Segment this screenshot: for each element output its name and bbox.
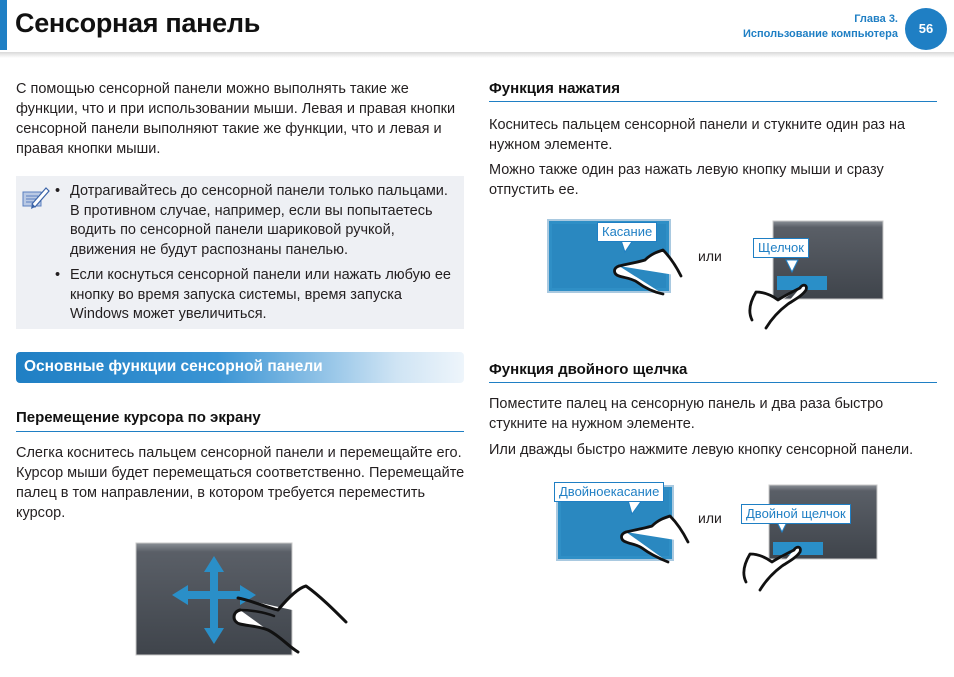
double-click-illustration [736,484,886,594]
note-item [54,182,459,260]
cursor-move-heading: Перемещение курсора по экрану [16,409,261,426]
or-label: или [698,248,722,264]
double-click-text-1: Поместите палец на сенсорную панель и два раза быстро стукните на нужном элементе. [489,396,884,432]
click-illustration [740,220,890,328]
header-divider [0,52,954,58]
chapter-label [743,12,898,42]
chapter-title: Использование компьютера [742,28,898,40]
or-label: или [698,510,722,526]
tap-callout: Касание [597,222,657,242]
chapter-number: Глава 3. [854,13,898,25]
page-title: Сенсорная панель [15,8,261,38]
cursor-move-illustration [130,540,360,655]
cursor-move-rule [16,431,464,432]
click-callout: Щелчок [753,238,809,258]
double-tap-callout: Двойноекасание [554,482,664,502]
note-item-text: Если коснуться сенсорной панели или нажать любую ее кнопку во время запуска системы, время запуска Windows может увеличиться. [70,267,451,322]
double-click-heading: Функция двойного щелчка [489,361,688,378]
tap-text-1: Коснитесь пальцем сенсорной панели и стукните один раз на нужном элементе. [489,117,906,153]
bullet: • [55,183,61,199]
note-item [54,266,459,325]
header-accent-bar [0,0,7,50]
intro-paragraph: С помощью сенсорной панели можно выполнять такие же функции, что и при использовании мыши. Левая и правая кнопки сенсорной панели выполняют такие же функции, что и левая и правая кнопки мыши. [16,81,456,157]
double-click-text-2: Или дважды быстро нажмите левую кнопку сенсорной панели. [489,442,914,458]
tap-rule [489,101,937,102]
double-click-rule [489,382,937,383]
note-list [54,182,459,331]
note-item-text: Дотрагивайтесь до сенсорной панели только пальцами. В противном случае, например, если вы попытаетесь водить по сенсорной панели шариковой ручкой, движения не будут распознаны панелью. [70,183,448,258]
cursor-move-text: Слегка коснитесь пальцем сенсорной панели и перемещайте его. Курсор мыши будет перемещаться соответственно. Перемещайте палец в том направлении, в котором требуется переместить курсор. [16,445,465,521]
bullet: • [55,267,61,283]
note-pencil-icon [20,184,50,212]
page-number-badge: 56 [905,8,947,50]
tap-heading: Функция нажатия [489,80,620,97]
section-title: Основные функции сенсорной панели [24,358,323,375]
double-click-callout: Двойной щелчок [741,504,851,524]
tap-text-2: Можно также один раз нажать левую кнопку мыши и сразу отпустить ее. [489,162,884,198]
